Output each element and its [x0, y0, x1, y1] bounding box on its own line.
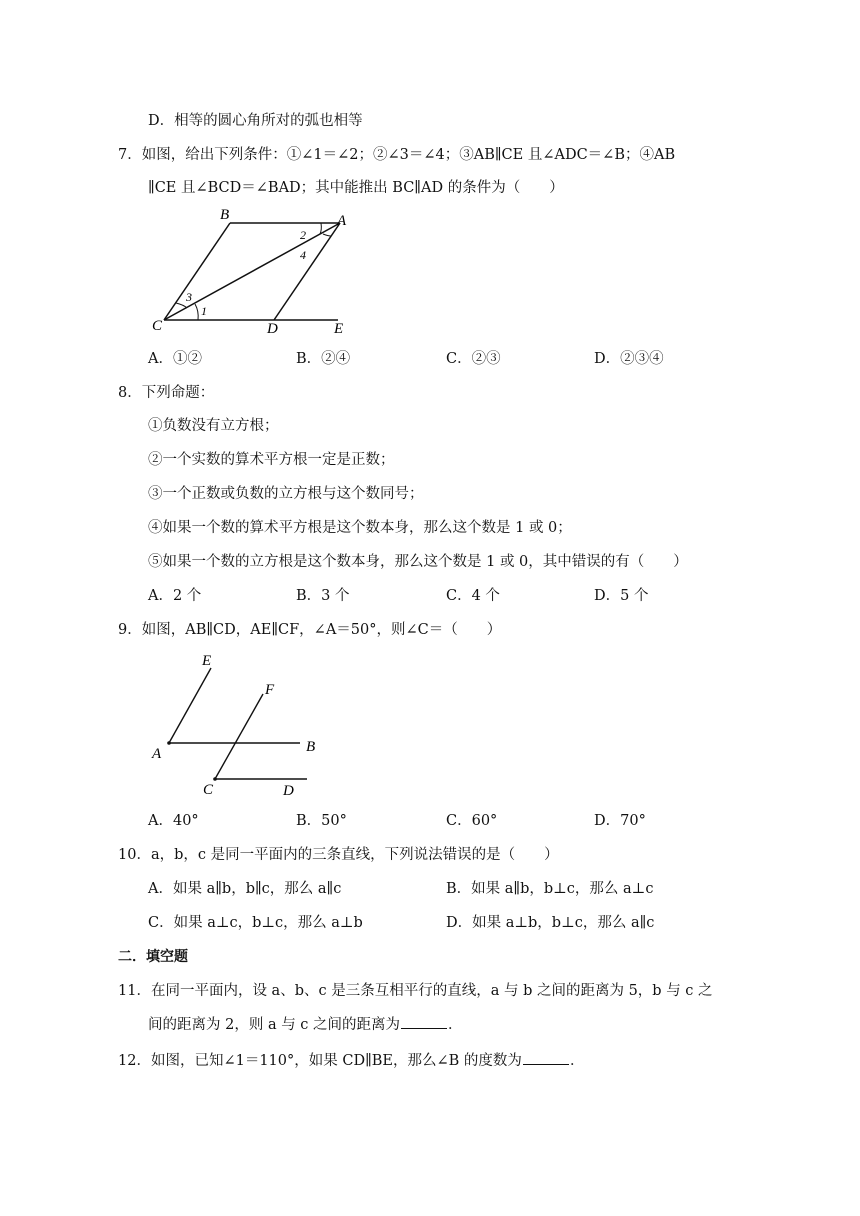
q8-option-a: A．2 个 — [148, 588, 202, 604]
q11-line2-text: 间的距离为 2，则 a 与 c 之间的距离为 — [148, 1017, 401, 1033]
q11-line1: 11．在同一平面内，设 a、b、c 是三条互相平行的直线，a 与 b 之间的距离为 5，b 与 c 之 — [118, 983, 713, 999]
q7-option-a: A．①② — [148, 351, 202, 367]
q7-label-c: C — [152, 318, 163, 334]
q7-arc-4 — [323, 234, 331, 236]
section-title-fill-in: 二．填空题 — [118, 949, 188, 965]
q9-label-f: F — [265, 682, 275, 698]
q9-point-c — [213, 777, 217, 781]
q9-label-d: D — [283, 783, 294, 799]
q10-stem: 10．a，b，c 是同一平面内的三条直线，下列说法错误的是（ ） — [118, 847, 559, 863]
q8-option-d: D．5 个 — [594, 588, 649, 604]
q12-answer-blank[interactable] — [523, 1050, 569, 1065]
q9-point-a — [167, 741, 171, 745]
q8-item-4: ④如果一个数的算术平方根是这个数本身，那么这个数是 1 或 0； — [148, 520, 572, 536]
q7-label-1: 1 — [201, 304, 207, 318]
q7-arc-2 — [320, 223, 321, 234]
q8-item-3: ③一个正数或负数的立方根与这个数同号； — [148, 486, 424, 502]
q8-item-5: ⑤如果一个数的立方根是这个数本身，那么这个数是 1 或 0，其中错误的有（ ） — [148, 554, 688, 570]
q7-label-e: E — [334, 321, 344, 337]
q7-label-2: 2 — [300, 228, 306, 242]
q9-stem: 9．如图，AB∥CD，AE∥CF，∠A＝50°，则∠C＝（ ） — [118, 622, 502, 638]
q7-label-4: 4 — [300, 248, 306, 262]
q11-line2-end: ． — [448, 1017, 463, 1033]
q9-option-c: C．60° — [446, 813, 498, 829]
q7-figure — [140, 205, 370, 340]
q7-segment-ad — [274, 223, 340, 320]
q9-ray-ae — [169, 668, 211, 743]
q11-answer-blank[interactable] — [401, 1014, 447, 1029]
q10-option-d: D．如果 a⊥b，b⊥c，那么 a∥c — [446, 915, 655, 931]
q7-segment-ca — [164, 223, 340, 320]
q12-line — [118, 1050, 584, 1071]
q10-option-c: C．如果 a⊥c，b⊥c，那么 a⊥b — [148, 915, 363, 931]
q9-ray-cf — [215, 694, 263, 779]
q7-segment-cb — [164, 223, 230, 320]
q8-option-c: C．4 个 — [446, 588, 500, 604]
q10-option-b: B．如果 a∥b，b⊥c，那么 a⊥c — [446, 881, 654, 897]
q7-option-c: C．②③ — [446, 351, 501, 367]
q8-stem: 8．下列命题： — [118, 385, 215, 401]
q7-label-3: 3 — [186, 290, 192, 304]
q9-label-c: C — [203, 782, 214, 798]
q8-option-b: B．3 个 — [296, 588, 350, 604]
q9-figure — [145, 650, 335, 800]
q8-item-2: ②一个实数的算术平方根一定是正数； — [148, 452, 395, 468]
q9-label-a: A — [152, 746, 162, 762]
q7-stem-line1: 7．如图，给出下列条件：①∠1＝∠2；②∠3＝∠4；③AB∥CE 且∠ADC＝∠B；④AB — [118, 147, 676, 163]
q9-option-b: B．50° — [296, 813, 347, 829]
q7-label-a: A — [337, 213, 347, 229]
q12-end: ． — [569, 1053, 585, 1069]
q7-label-d: D — [267, 321, 278, 337]
q9-label-b: B — [306, 739, 316, 755]
q7-arc-1 — [195, 304, 198, 320]
q12-text: 12．如图，已知∠1＝110°，如果 CD∥BE，那么∠B 的度数为 — [118, 1053, 522, 1069]
q7-option-d: D．②③④ — [594, 351, 664, 367]
q7-stem-line2: ∥CE 且∠BCD＝∠BAD；其中能推出 BC∥AD 的条件为（ ） — [148, 180, 564, 196]
q9-option-d: D．70° — [594, 813, 646, 829]
q10-option-a: A．如果 a∥b，b∥c，那么 a∥c — [148, 881, 342, 897]
q11-line2 — [148, 1014, 463, 1035]
q9-label-e: E — [202, 653, 212, 669]
q6-option-d: D．相等的圆心角所对的弧也相等 — [148, 113, 363, 129]
q8-item-1: ①负数没有立方根； — [148, 418, 279, 434]
q9-option-a: A．40° — [148, 813, 199, 829]
q7-option-b: B．②④ — [296, 351, 351, 367]
q7-label-b: B — [220, 207, 230, 223]
